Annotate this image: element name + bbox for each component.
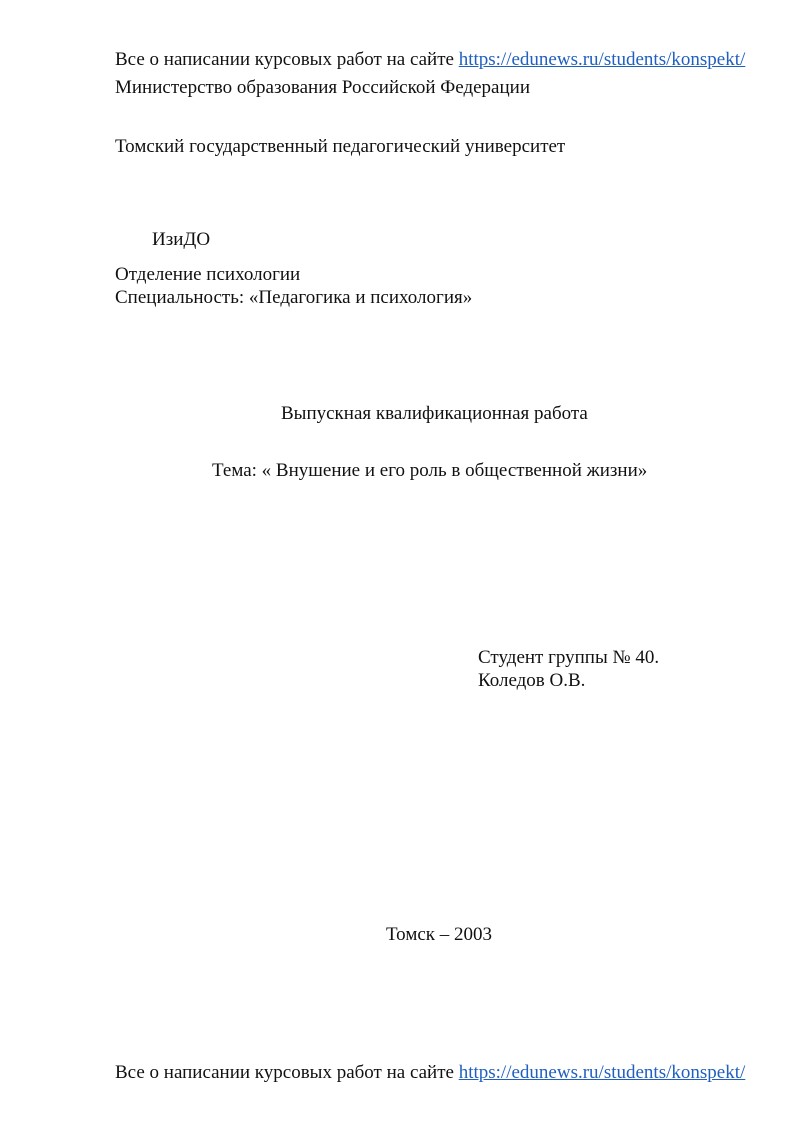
university-title: Томский государственный педагогический университет bbox=[115, 136, 566, 157]
specialty-title: Специальность: «Педагогика и психология» bbox=[115, 287, 473, 308]
header-note-text: Все о написании курсовых работ на сайте bbox=[115, 49, 454, 70]
city-year: Томск – 2003 bbox=[386, 924, 493, 945]
student-name: Коледов О.В. bbox=[478, 670, 586, 691]
work-type-title: Выпускная квалификационная работа bbox=[281, 403, 588, 424]
department-title: Отделение психологии bbox=[115, 264, 301, 285]
ministry-title: Министерство образования Российской Федерации bbox=[115, 77, 530, 98]
student-group: Студент группы № 40. bbox=[478, 647, 660, 668]
footer-note bbox=[115, 1061, 745, 1085]
header-link[interactable]: https://edunews.ru/students/konspekt/ bbox=[458, 49, 746, 70]
footer-link[interactable]: https://edunews.ru/students/konspekt/ bbox=[458, 1062, 746, 1083]
header-note bbox=[115, 48, 745, 72]
topic-title: Тема: « Внушение и его роль в общественной жизни» bbox=[212, 460, 648, 481]
institute-title: ИзиДО bbox=[152, 229, 211, 250]
footer-note-text: Все о написании курсовых работ на сайте bbox=[115, 1062, 454, 1083]
